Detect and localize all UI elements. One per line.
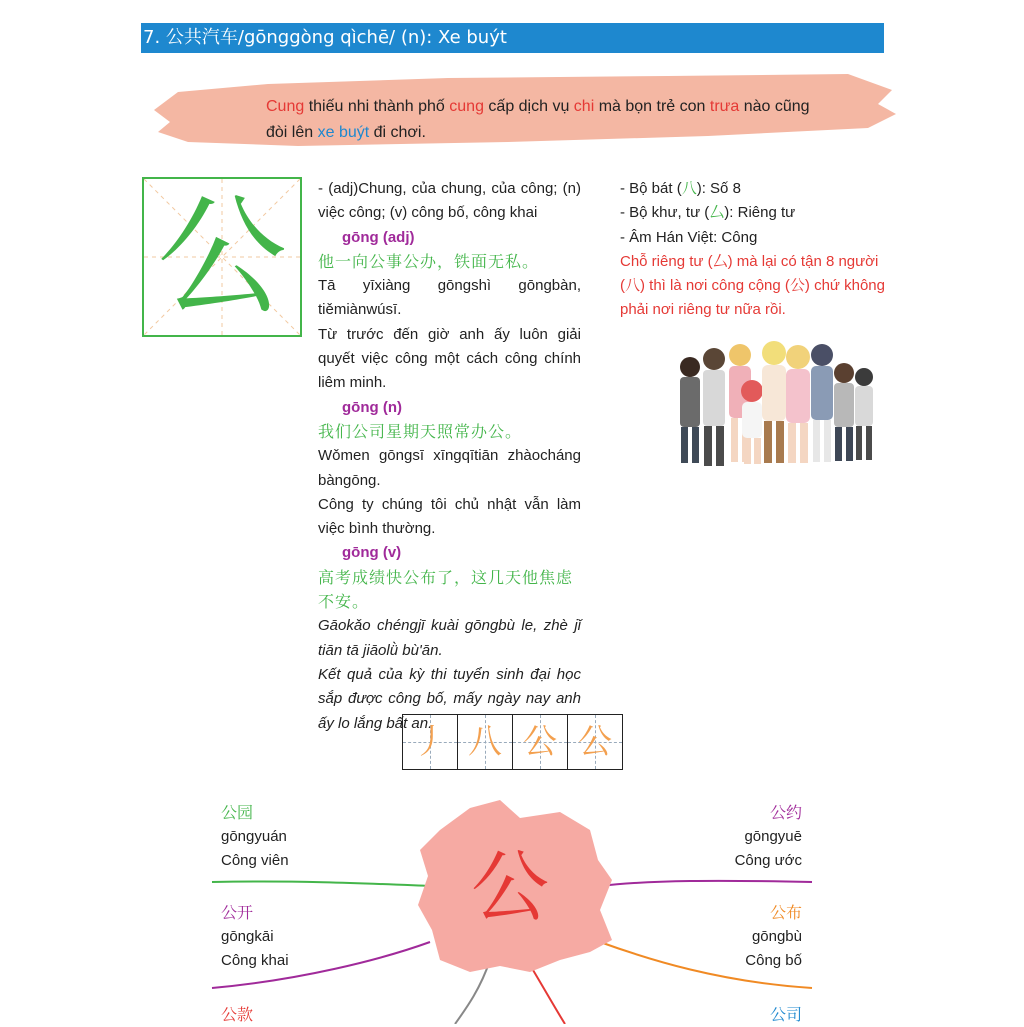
stroke-box <box>512 714 568 770</box>
example-chinese: 高考成绩快公布了，这几天他焦虑不安。 <box>318 567 574 612</box>
example-chinese: 他一向公事公办，铁面无私。 <box>318 251 540 271</box>
highlight-word: xe buýt <box>317 124 370 141</box>
mindmap-word <box>672 1003 802 1027</box>
radical-label: - Bộ khư, tư ( <box>620 204 710 222</box>
person-figure <box>680 357 700 463</box>
stroke-order-boxes <box>402 714 624 770</box>
character-box <box>142 177 302 337</box>
meaning-summary: - (adj)Chung, của chung, của công; (n) việc công; (v) công bố, công khai <box>318 180 581 222</box>
word-chinese: 公布 <box>769 903 802 922</box>
highlight-word: cung <box>449 98 484 115</box>
highlight-word: chi <box>573 98 595 115</box>
radical-meaning: ): Số 8 <box>696 180 741 197</box>
meanings-column <box>318 177 581 736</box>
branch-line <box>600 881 812 886</box>
word-chinese: 公司 <box>769 1005 802 1024</box>
word-chinese: 公款 <box>221 1005 254 1024</box>
example-pinyin: Wǒmen gōngsī xīngqītiān zhàocháng bàngōng. <box>318 447 581 489</box>
mindmap-word <box>672 901 802 973</box>
sentence-text: cấp dịch vụ <box>483 98 574 115</box>
word-pinyin: gōngkāi <box>221 928 274 945</box>
mindmap-word <box>221 901 351 973</box>
word-chinese: 公约 <box>769 803 802 822</box>
stroke-step: 八 <box>468 722 502 762</box>
branch-line <box>212 881 430 886</box>
example-chinese: 我们公司星期天照常办公。 <box>318 421 523 441</box>
radical-glyph: 厶 <box>709 204 725 222</box>
section-title: 7. 公共汽车/gōnggòng qìchē/ (n): Xe buýt <box>141 23 884 53</box>
example-translation: Công ty chúng tôi chủ nhật vẫn làm việc bình thường. <box>318 495 581 538</box>
stroke-step: 丿 <box>413 722 447 762</box>
stroke-box <box>567 714 623 770</box>
mindmap-word <box>221 1003 351 1027</box>
sentence-text: đi chơi. <box>369 124 426 141</box>
mnemonic-sentence <box>266 94 826 146</box>
anime-group-illustration <box>668 333 878 473</box>
person-figure <box>786 345 810 463</box>
main-character: 公 <box>156 181 287 333</box>
sino-vietnamese-reading: - Âm Hán Việt: Công <box>620 228 758 246</box>
stroke-step: 公 <box>523 722 557 762</box>
part-of-speech: gōng (n) <box>342 398 402 416</box>
person-figure <box>834 363 854 461</box>
example-pinyin: Tā yīxiàng gōngshì gōngbàn, tiěmiànwúsī. <box>318 277 581 319</box>
person-figure <box>811 344 833 462</box>
stroke-step: 公 <box>578 722 612 762</box>
radical-meaning: ): Riêng tư <box>724 204 796 222</box>
part-of-speech: gōng (v) <box>342 544 402 562</box>
stroke-box <box>457 714 513 770</box>
word-meaning: Công khai <box>221 952 289 969</box>
mindmap-word <box>221 801 351 873</box>
word-chinese: 公开 <box>221 903 254 922</box>
person-figure <box>703 348 725 466</box>
word-pinyin: gōngyuē <box>744 828 802 845</box>
word-meaning: Công bố <box>745 952 802 969</box>
person-figure <box>762 341 786 463</box>
word-pinyin: gōngyuán <box>221 828 287 845</box>
person-figure <box>855 368 873 460</box>
example-translation: Từ trước đến giờ anh ấy luôn giải quyết việc công một cách công chính liêm minh. <box>318 325 581 392</box>
mindmap-word <box>672 801 802 873</box>
branch-line <box>530 965 565 1024</box>
sentence-text: mà bọn trẻ con <box>594 98 710 115</box>
word-meaning: Công ước <box>734 852 802 869</box>
person-figure <box>741 380 763 464</box>
example-pinyin: Gāokǎo chéngjī kuài gōngbù le, zhè jǐ tiān tā jiāolǜ bù'ān. <box>318 617 581 659</box>
example-translation: Kết quả của kỳ thi tuyển sinh đại học sắp được công bố, mấy ngày nay anh ấy lo lắng bất an. <box>318 665 581 732</box>
radical-glyph: 八 <box>681 180 697 197</box>
word-chinese: 公园 <box>221 803 254 822</box>
word-pinyin: gōngbù <box>751 928 802 945</box>
radical-khu <box>620 201 888 225</box>
stroke-box <box>402 714 458 770</box>
highlight-word: trưa <box>709 98 740 115</box>
word-meaning: Công viên <box>221 852 289 869</box>
part-of-speech: gōng (adj) <box>342 228 415 246</box>
sentence-text: nào cũng đòi lên <box>266 98 810 141</box>
mindmap-center-character: 公 <box>470 843 549 933</box>
radical-label: - Bộ bát ( <box>620 180 682 197</box>
radical-ba <box>620 177 888 201</box>
highlight-word: Cung <box>266 98 305 115</box>
radicals-column <box>620 177 888 323</box>
sentence-text: thiếu nhi thành phố <box>304 98 450 115</box>
mnemonic-note: Chỗ riêng tư (厶) mà lại có tận 8 người (八) thì là nơi công cộng (公) chứ không phải nơi riêng tư nữa rồi. <box>620 252 885 319</box>
